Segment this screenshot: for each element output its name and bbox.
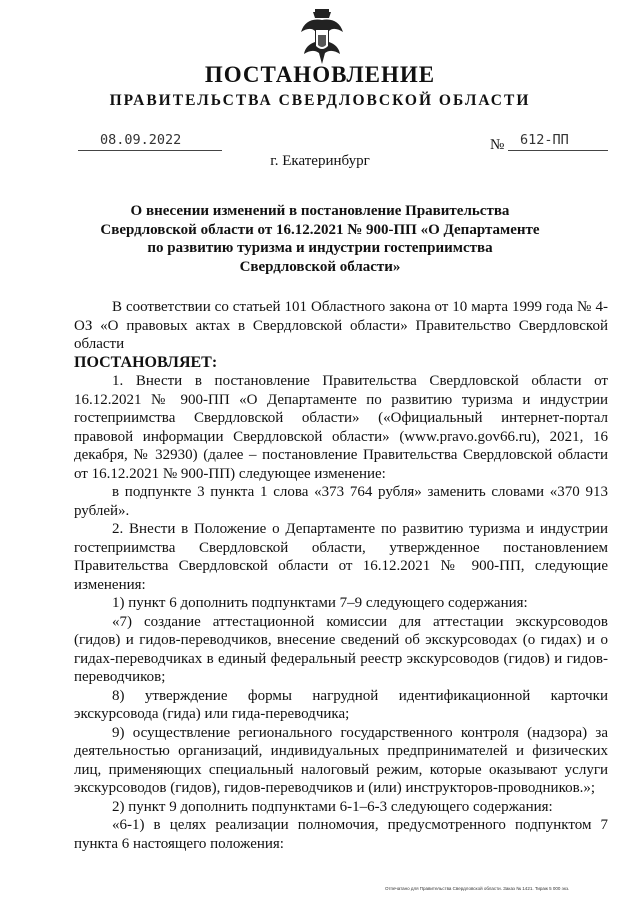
date-underline <box>78 150 222 151</box>
document-city: г. Екатеринбург <box>270 153 370 169</box>
paragraph-preamble: В соответствии со статьей 101 Областного закона от 10 марта 1999 года № 4-ОЗ «О правовых актах в Свердловской области» Правительство Свердловской области <box>74 299 608 352</box>
document-date: 08.09.2022 <box>100 132 182 148</box>
document-number: 612-ПП <box>520 132 569 148</box>
paragraph-subitem-7: «7) создание аттестационной комиссии для аттестации экскурсоводов (гидов) и гидов-переводчиков, внесение сведений об экскурсоводах (о гидах) и о гидах-переводчиках в единый федеральный реестр экскурсоводов (гидов) и гидов-переводчиков; <box>74 613 608 685</box>
paragraph-subitem-6-1: «6-1) в целях реализации полномочия, предусмотренного подпунктом 7 пункта 6 настоящего положения: <box>74 817 608 852</box>
paragraph-resolves: ПОСТАНОВЛЯЕТ: <box>74 353 218 371</box>
print-footer: Отпечатано для Правительства Свердловской области. Заказ № 1421. Тираж 5 000 экз. <box>385 886 570 891</box>
document-body <box>74 298 608 853</box>
paragraph-item-1: 1. Внести в постановление Правительства Свердловской области от 16.12.2021 № 900-ПП «О Департаменте по развитию туризма и индустрии гостеприимства Свердловской области» («Официальный интернет-портал правовой информации Свердловской области» (www.pravo.gov66.ru), 2021, 16 декабря, № 32930) (далее – постановление Правительства Свердловской области от 16.12.2021 № 900-ПП) следующее изменение: <box>74 373 608 482</box>
paragraph-item-1-change: в подпункте 3 пункта 1 слова «373 764 рубля» заменить словами «370 913 рублей». <box>74 484 608 519</box>
coat-of-arms-icon <box>295 8 349 66</box>
paragraph-subitem-2: 2) пункт 9 дополнить подпунктами 6-1–6-3 следующего содержания: <box>112 798 553 815</box>
number-sign: № <box>490 137 505 153</box>
paragraph-subitem-1: 1) пункт 6 дополнить подпунктами 7–9 следующего содержания: <box>112 595 528 611</box>
document-heading: О внесении изменений в постановление Правительства Свердловской области от 16.12.2021 № 900-ПП «О Департаменте по развитию туризма и индустрии гостеприимства Свердловской области» <box>100 203 540 275</box>
paragraph-subitem-8: 8) утверждение формы нагрудной идентификационной карточки экскурсовода (гида) или гида-переводчика; <box>74 687 608 722</box>
document-title: ПОСТАНОВЛЕНИЕ <box>204 62 436 87</box>
paragraph-subitem-9: 9) осуществление регионального государственного контроля (надзора) за деятельностью организаций, индивидуальных предпринимателей и физических лиц, применяющих специальный налоговый режим, которые оказывают услуги экскурсоводов (гидов), гидов-переводчиков и (или) инструкторов-проводников.»; <box>74 724 608 796</box>
paragraph-item-2: 2. Внести в Положение о Департаменте по развитию туризма и индустрии гостеприимства Свердловской области, утвержденное постановлением Правительства Свердловской области от 16.12.2021 № 900-ПП, следующие изменения: <box>74 521 608 593</box>
number-underline <box>508 150 608 151</box>
document-subtitle: ПРАВИТЕЛЬСТВА СВЕРДЛОВСКОЙ ОБЛАСТИ <box>109 92 531 109</box>
